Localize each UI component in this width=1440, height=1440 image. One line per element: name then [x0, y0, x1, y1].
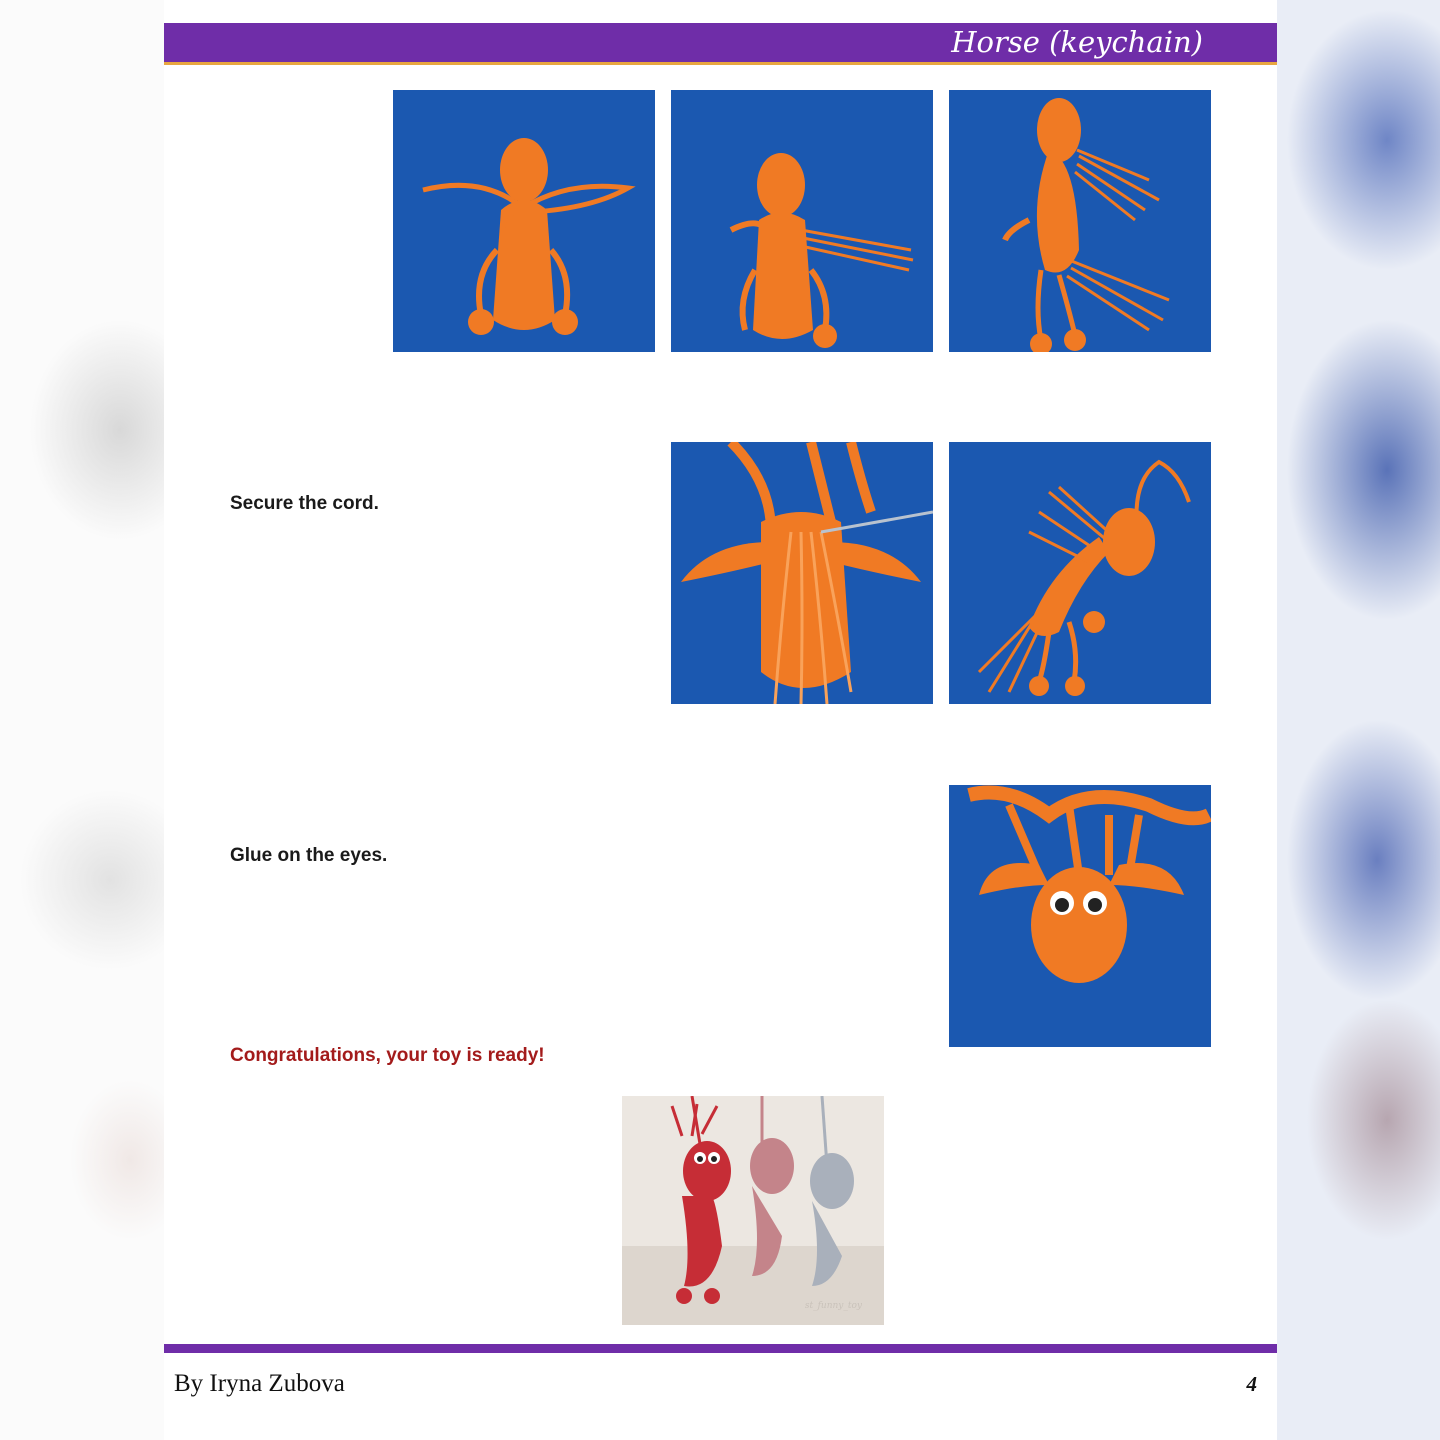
page-title: Horse (keychain)	[951, 25, 1203, 59]
step-text-glue-eyes: Glue on the eyes.	[230, 845, 388, 866]
step-photo-6	[949, 785, 1211, 1047]
footer-bar	[164, 1344, 1277, 1353]
background-right-blur	[1277, 0, 1440, 1440]
background-left-blur	[0, 0, 164, 1440]
step-photo-2	[671, 90, 933, 352]
final-toys-photo	[622, 1096, 884, 1325]
page-number: 4	[1246, 1372, 1257, 1396]
photo-watermark: st_funny_toy	[804, 1301, 862, 1311]
step-photo-4	[671, 442, 933, 704]
step-photo-1	[393, 90, 655, 352]
step-text-secure-cord: Secure the cord.	[230, 493, 379, 514]
author-credit: By Iryna Zubova	[174, 1370, 345, 1397]
document-page	[164, 0, 1277, 1440]
step-photo-5	[949, 442, 1211, 704]
step-text-congratulations: Congratulations, your toy is ready!	[230, 1045, 545, 1066]
step-photo-3	[949, 90, 1211, 352]
